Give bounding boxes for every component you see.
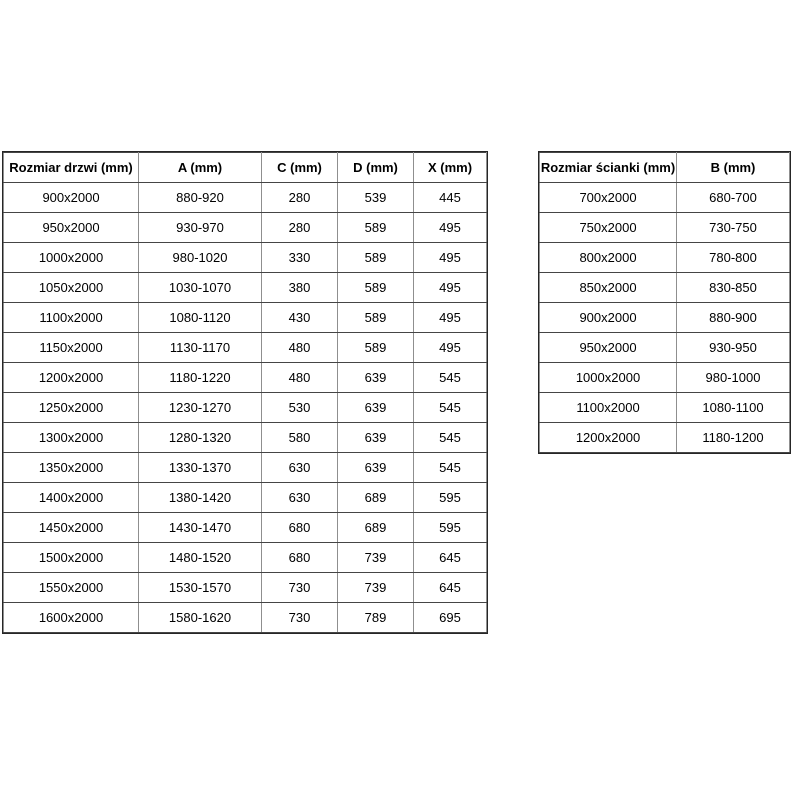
table-cell: 900x2000 — [4, 183, 139, 213]
table-cell: 1500x2000 — [4, 543, 139, 573]
table-cell: 589 — [338, 213, 414, 243]
table-cell: 445 — [414, 183, 487, 213]
table-cell: 1080-1120 — [139, 303, 262, 333]
table-cell: 1200x2000 — [540, 423, 677, 453]
wall-size-table — [539, 152, 790, 453]
table-cell: 495 — [414, 303, 487, 333]
table-cell: 1550x2000 — [4, 573, 139, 603]
table-cell: 545 — [414, 393, 487, 423]
table-cell: 1130-1170 — [139, 333, 262, 363]
table-cell: 950x2000 — [540, 333, 677, 363]
table-cell: 980-1000 — [677, 363, 790, 393]
table-cell: 750x2000 — [540, 213, 677, 243]
table-cell: 1050x2000 — [4, 273, 139, 303]
table-cell: 1300x2000 — [4, 423, 139, 453]
table-row — [4, 303, 487, 333]
table-cell: 480 — [262, 363, 338, 393]
table-cell: 495 — [414, 333, 487, 363]
table-row — [4, 513, 487, 543]
door-table-header-row — [4, 153, 487, 183]
table-cell: 639 — [338, 453, 414, 483]
table-cell: 880-900 — [677, 303, 790, 333]
door-size-table-frame — [2, 151, 488, 634]
table-cell: 700x2000 — [540, 183, 677, 213]
table-cell: 1530-1570 — [139, 573, 262, 603]
door-table-header-x: X (mm) — [414, 153, 487, 183]
wall-table-header-b: B (mm) — [677, 153, 790, 183]
table-cell: 689 — [338, 483, 414, 513]
table-cell: 1250x2000 — [4, 393, 139, 423]
table-row — [540, 363, 790, 393]
table-cell: 1430-1470 — [139, 513, 262, 543]
table-cell: 1230-1270 — [139, 393, 262, 423]
table-cell: 730 — [262, 603, 338, 633]
table-cell: 645 — [414, 543, 487, 573]
door-table-header-a: A (mm) — [139, 153, 262, 183]
table-cell: 589 — [338, 303, 414, 333]
table-cell: 580 — [262, 423, 338, 453]
table-cell: 645 — [414, 573, 487, 603]
table-cell: 930-970 — [139, 213, 262, 243]
table-cell: 1580-1620 — [139, 603, 262, 633]
table-cell: 1330-1370 — [139, 453, 262, 483]
table-row — [4, 363, 487, 393]
table-row — [4, 423, 487, 453]
table-cell: 900x2000 — [540, 303, 677, 333]
table-cell: 1280-1320 — [139, 423, 262, 453]
table-cell: 1450x2000 — [4, 513, 139, 543]
table-cell: 680 — [262, 513, 338, 543]
table-cell: 280 — [262, 183, 338, 213]
table-row — [4, 213, 487, 243]
table-cell: 1400x2000 — [4, 483, 139, 513]
table-cell: 639 — [338, 363, 414, 393]
table-cell: 1000x2000 — [4, 243, 139, 273]
table-row — [4, 183, 487, 213]
table-cell: 430 — [262, 303, 338, 333]
table-cell: 730-750 — [677, 213, 790, 243]
wall-table-header-rozmiar: Rozmiar ścianki (mm) — [540, 153, 677, 183]
table-cell: 1030-1070 — [139, 273, 262, 303]
table-cell: 530 — [262, 393, 338, 423]
table-cell: 539 — [338, 183, 414, 213]
table-cell: 1200x2000 — [4, 363, 139, 393]
table-row — [540, 183, 790, 213]
table-cell: 689 — [338, 513, 414, 543]
table-cell: 730 — [262, 573, 338, 603]
table-cell: 545 — [414, 453, 487, 483]
table-cell: 850x2000 — [540, 273, 677, 303]
table-cell: 1150x2000 — [4, 333, 139, 363]
table-cell: 680 — [262, 543, 338, 573]
table-row — [4, 543, 487, 573]
table-cell: 330 — [262, 243, 338, 273]
door-table-header-c: C (mm) — [262, 153, 338, 183]
table-cell: 980-1020 — [139, 243, 262, 273]
table-row — [4, 483, 487, 513]
table-cell: 1480-1520 — [139, 543, 262, 573]
door-table-header-d: D (mm) — [338, 153, 414, 183]
table-cell: 739 — [338, 573, 414, 603]
table-cell: 1100x2000 — [4, 303, 139, 333]
table-cell: 800x2000 — [540, 243, 677, 273]
table-cell: 589 — [338, 333, 414, 363]
table-cell: 1080-1100 — [677, 393, 790, 423]
table-cell: 1100x2000 — [540, 393, 677, 423]
table-row — [540, 243, 790, 273]
table-cell: 639 — [338, 393, 414, 423]
table-row — [4, 603, 487, 633]
table-cell: 680-700 — [677, 183, 790, 213]
table-cell: 630 — [262, 453, 338, 483]
table-row — [540, 303, 790, 333]
table-cell: 495 — [414, 243, 487, 273]
table-row — [540, 333, 790, 363]
table-cell: 480 — [262, 333, 338, 363]
table-cell: 589 — [338, 273, 414, 303]
table-row — [4, 573, 487, 603]
table-cell: 595 — [414, 483, 487, 513]
door-size-table — [3, 152, 487, 633]
table-cell: 695 — [414, 603, 487, 633]
table-cell: 1350x2000 — [4, 453, 139, 483]
table-cell: 545 — [414, 423, 487, 453]
table-row — [4, 273, 487, 303]
table-cell: 495 — [414, 213, 487, 243]
table-row — [4, 453, 487, 483]
table-row — [540, 423, 790, 453]
table-cell: 930-950 — [677, 333, 790, 363]
table-cell: 1180-1220 — [139, 363, 262, 393]
table-row — [540, 213, 790, 243]
table-row — [4, 333, 487, 363]
table-cell: 589 — [338, 243, 414, 273]
table-cell: 1600x2000 — [4, 603, 139, 633]
table-cell: 595 — [414, 513, 487, 543]
table-cell: 739 — [338, 543, 414, 573]
table-cell: 630 — [262, 483, 338, 513]
table-cell: 780-800 — [677, 243, 790, 273]
table-cell: 380 — [262, 273, 338, 303]
wall-size-table-frame — [538, 151, 791, 454]
table-cell: 280 — [262, 213, 338, 243]
table-row — [540, 393, 790, 423]
table-cell: 1380-1420 — [139, 483, 262, 513]
table-cell: 880-920 — [139, 183, 262, 213]
table-row — [4, 243, 487, 273]
table-row — [4, 393, 487, 423]
door-table-header-rozmiar: Rozmiar drzwi (mm) — [4, 153, 139, 183]
table-cell: 789 — [338, 603, 414, 633]
table-cell: 950x2000 — [4, 213, 139, 243]
table-row — [540, 273, 790, 303]
table-cell: 830-850 — [677, 273, 790, 303]
table-cell: 639 — [338, 423, 414, 453]
table-cell: 545 — [414, 363, 487, 393]
wall-table-header-row — [540, 153, 790, 183]
table-cell: 1000x2000 — [540, 363, 677, 393]
table-cell: 1180-1200 — [677, 423, 790, 453]
table-cell: 495 — [414, 273, 487, 303]
